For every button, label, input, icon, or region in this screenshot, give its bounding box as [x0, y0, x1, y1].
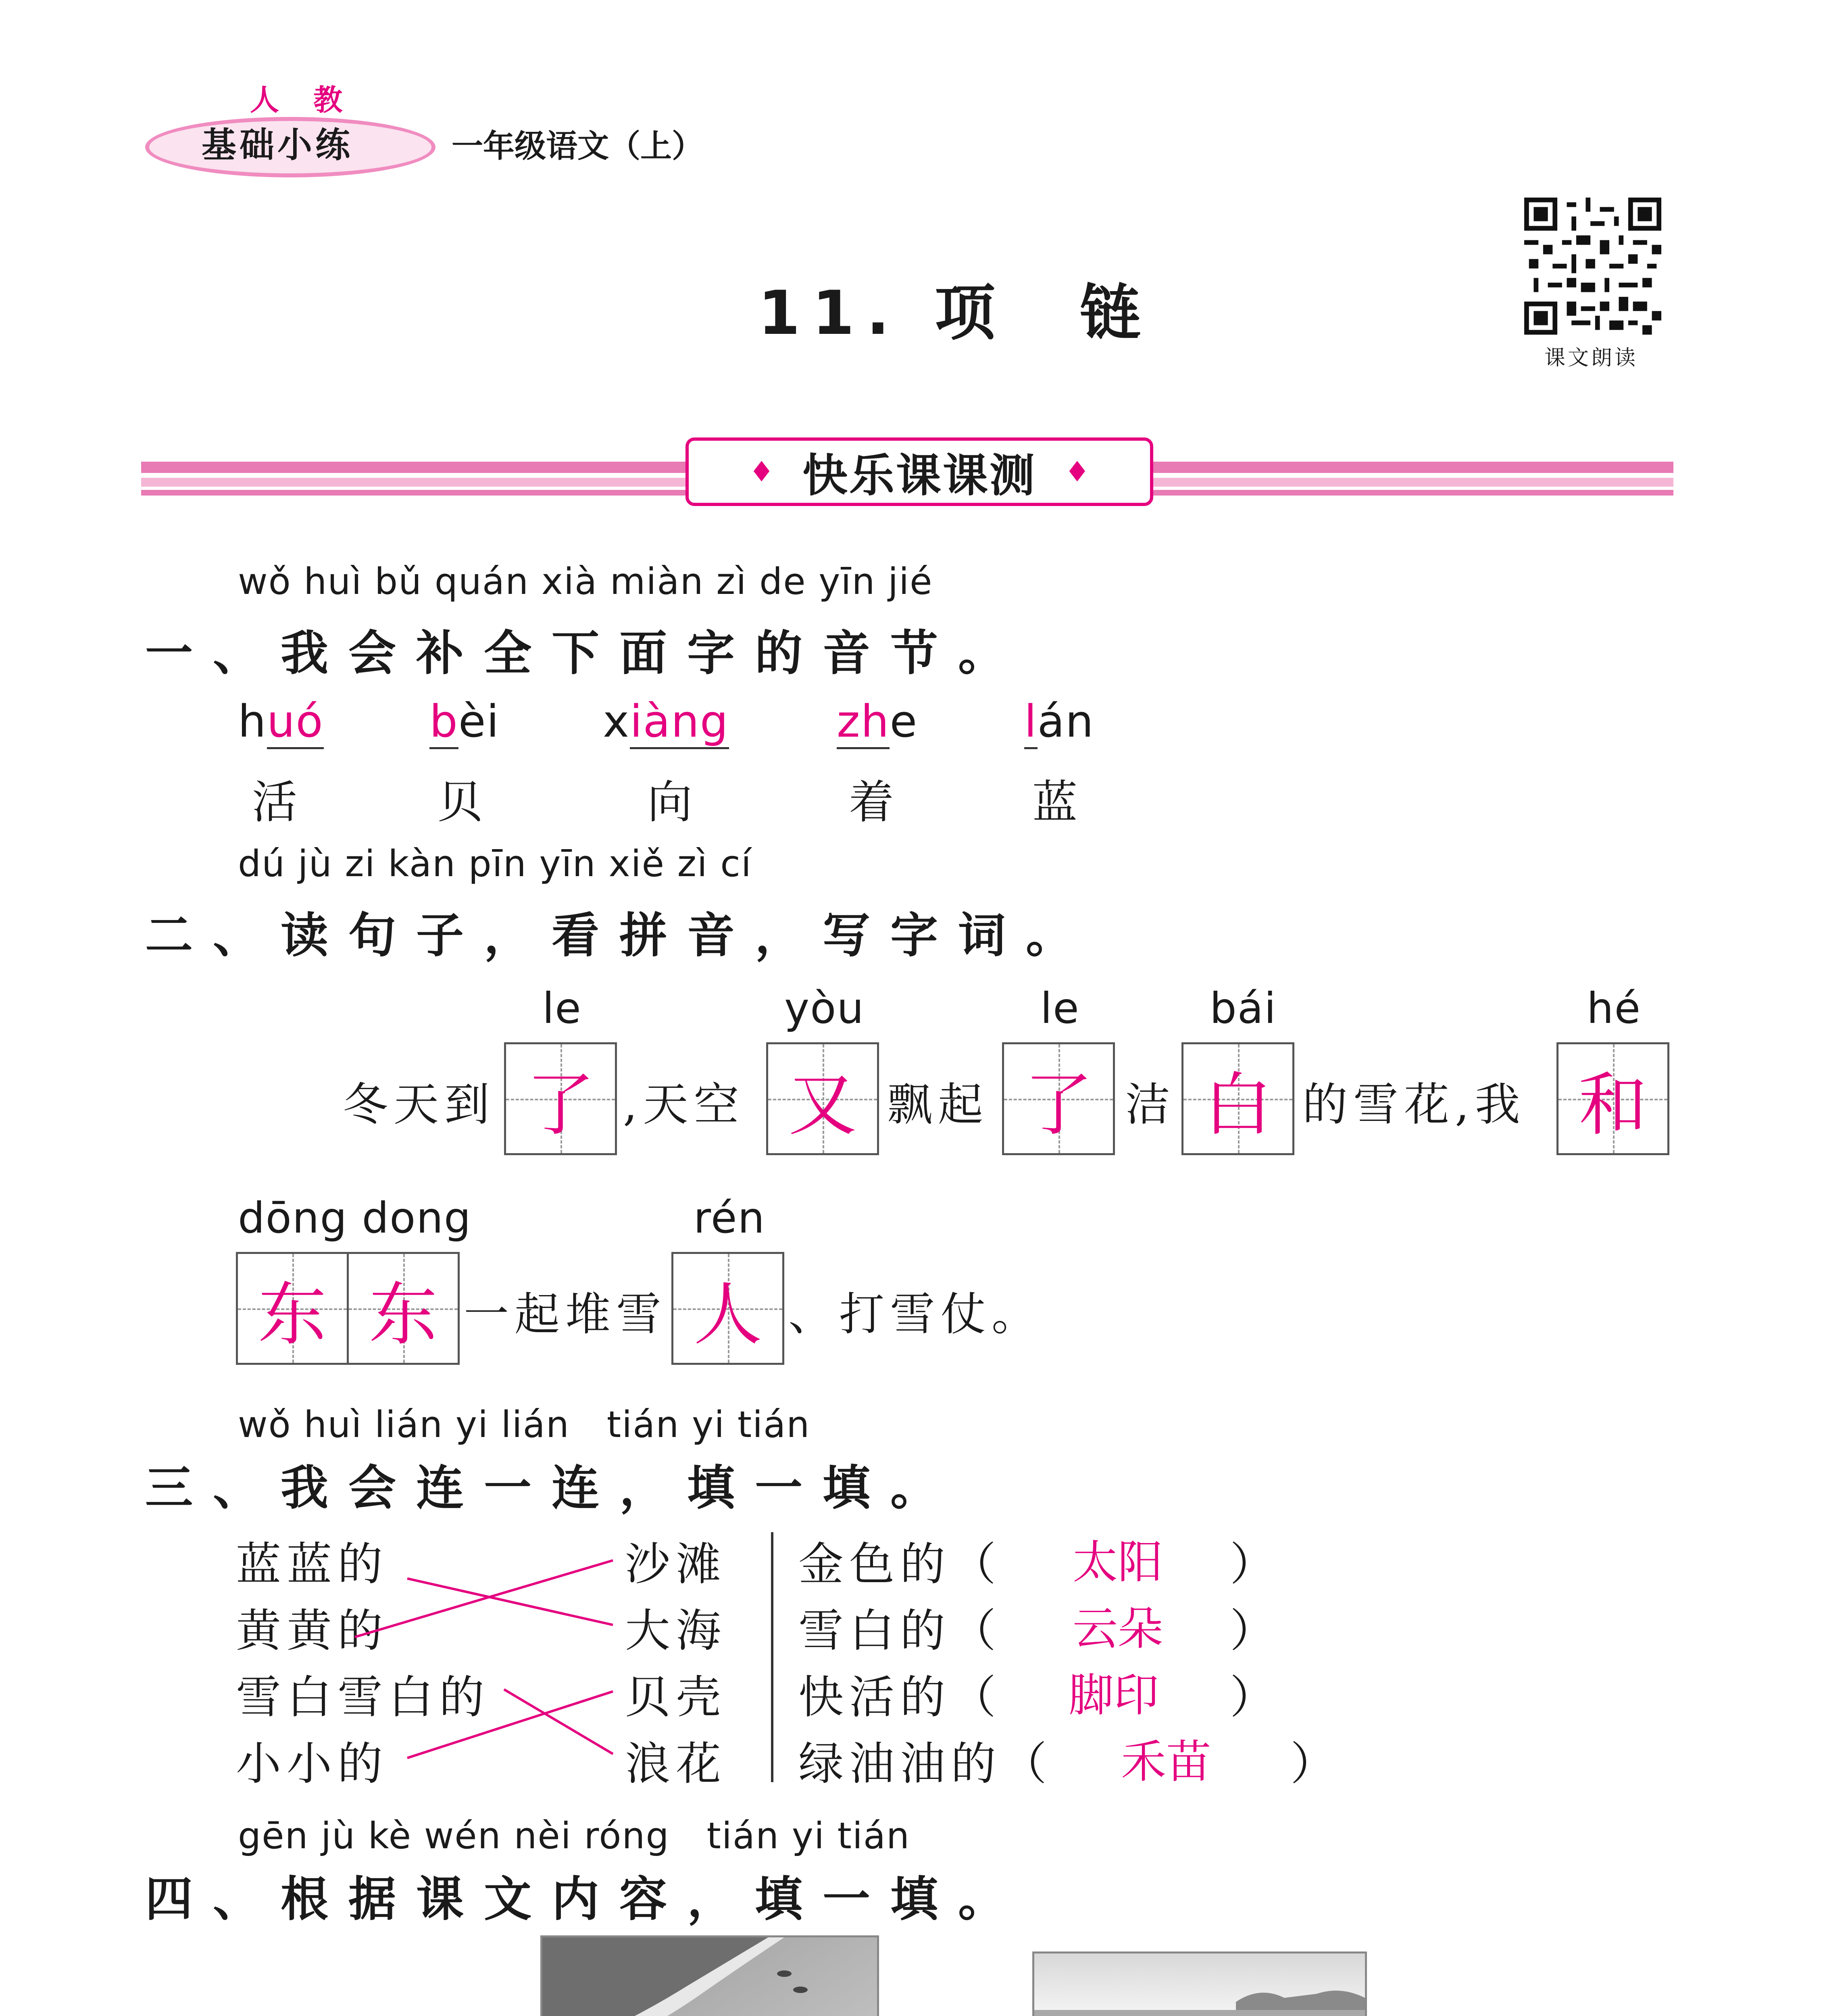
q4-heading: 四、根据课文内容，填一填。: [145, 1871, 1026, 1927]
q2-py-2: yòu: [784, 984, 865, 1033]
q3-right-2: 大海: [625, 1605, 727, 1657]
q2-heading: 二、读句子，看拼音，写字词。: [145, 908, 1094, 963]
q1-syllable-2: bèi: [429, 696, 500, 747]
q3-fill-4-prefix: 绿油油的（: [798, 1738, 1052, 1790]
q1-char-4: 着: [849, 776, 900, 829]
diamond-icon: ♦: [749, 455, 774, 488]
q3-left-4: 小小的: [236, 1738, 388, 1790]
q2-py-5: hé: [1587, 984, 1642, 1033]
q3-left-2: 黄黄的: [236, 1605, 388, 1657]
q3-pinyin: wǒ huì lián yi lián tián yi tián: [238, 1404, 810, 1446]
q1-char-5: 蓝: [1032, 776, 1083, 829]
series-label: 人 教: [250, 83, 355, 117]
q2-text-6: 一起堆雪: [464, 1288, 667, 1341]
answer-box[interactable]: 了: [504, 1042, 617, 1155]
q2-text-2: ,天空: [623, 1079, 745, 1131]
q1-syllable-1: huó: [238, 696, 324, 747]
answer-box[interactable]: 和: [1556, 1042, 1669, 1155]
q3-fill-1-prefix: 金色的（: [798, 1538, 1002, 1591]
q4-pinyin: gēn jù kè wén nèi róng tián yi tián: [238, 1815, 910, 1857]
q2-text-7: 、打雪仗。: [788, 1288, 1042, 1341]
q3-right-3: 贝壳: [625, 1671, 727, 1724]
q3-right-4: 浪花: [625, 1738, 727, 1790]
q2-py-1: le: [542, 984, 582, 1033]
q2-pinyin: dú jù zi kàn pīn yīn xiě zì cí: [238, 843, 752, 885]
answer-box[interactable]: 东: [236, 1252, 349, 1365]
q1-syllable-5: lán: [1024, 696, 1094, 747]
banner-label: 快乐课课测: [802, 449, 1036, 502]
q3-right-1: 沙滩: [625, 1538, 727, 1591]
answer-box[interactable]: 又: [766, 1042, 879, 1155]
shells-beach-image: [1032, 1951, 1367, 2016]
match-line: [407, 1579, 613, 1625]
q2-py-4: bái: [1210, 984, 1277, 1033]
q3-fill-4-answer[interactable]: 禾苗: [1121, 1736, 1211, 1788]
q1-pinyin: wǒ huì bǔ quán xià miàn zì de yīn jié: [238, 560, 933, 603]
q3-heading: 三、我会连一连，填一填。: [145, 1460, 958, 1516]
match-line: [355, 1560, 613, 1637]
q3-left-3: 雪白雪白的: [236, 1671, 490, 1724]
q3-fill-1-close: ）: [1230, 1538, 1281, 1591]
q3-fill-3-answer[interactable]: 脚印: [1069, 1669, 1159, 1722]
q3-fill-3-prefix: 快活的（: [798, 1671, 1002, 1724]
q3-left-1: 蓝蓝的: [236, 1538, 388, 1591]
answer-box[interactable]: 白: [1181, 1042, 1294, 1155]
q2-text-1: 冬天到: [343, 1079, 495, 1131]
q2-text-3: 飘起: [887, 1079, 989, 1131]
answer-box[interactable]: 人: [671, 1252, 784, 1365]
q3-fill-2-answer[interactable]: 云朵: [1073, 1603, 1163, 1655]
q1-char-1: 活: [252, 776, 303, 829]
q3-fill-3-close: ）: [1230, 1671, 1281, 1724]
q1-heading: 一、我会补全下面字的音节。: [145, 625, 1026, 681]
q3-fill-4-close: ）: [1290, 1738, 1341, 1790]
q2-text-4: 洁: [1125, 1079, 1176, 1131]
q1-syllable-4: zhe: [837, 696, 918, 747]
q2-py-3: le: [1040, 984, 1080, 1033]
q1-syllable-3: xiàng: [603, 696, 729, 747]
subject-label: 一年级语文（上）: [452, 128, 704, 165]
footprints-beach-image: [540, 1935, 879, 2016]
q3-fill-1-answer[interactable]: 太阳: [1073, 1536, 1163, 1589]
q3-fill-2-close: ）: [1230, 1605, 1281, 1657]
q2-text-5: 的雪花,我: [1302, 1079, 1526, 1131]
brand-name: 基础小练: [202, 125, 353, 165]
q2-py-6: dōng dong: [238, 1193, 472, 1243]
answer-box[interactable]: 了: [1002, 1042, 1115, 1155]
q1-char-2: 贝: [438, 776, 488, 829]
q1-char-3: 向: [647, 776, 698, 829]
q3-fill-2-prefix: 雪白的（: [798, 1605, 1002, 1657]
q2-py-7: rén: [694, 1193, 766, 1243]
diamond-icon: ♦: [1065, 455, 1090, 488]
qr-label: 课文朗读: [1544, 346, 1638, 370]
match-line: [407, 1691, 613, 1758]
answer-box[interactable]: 东: [347, 1252, 460, 1365]
lesson-title: 11. 项 链: [758, 278, 1152, 348]
